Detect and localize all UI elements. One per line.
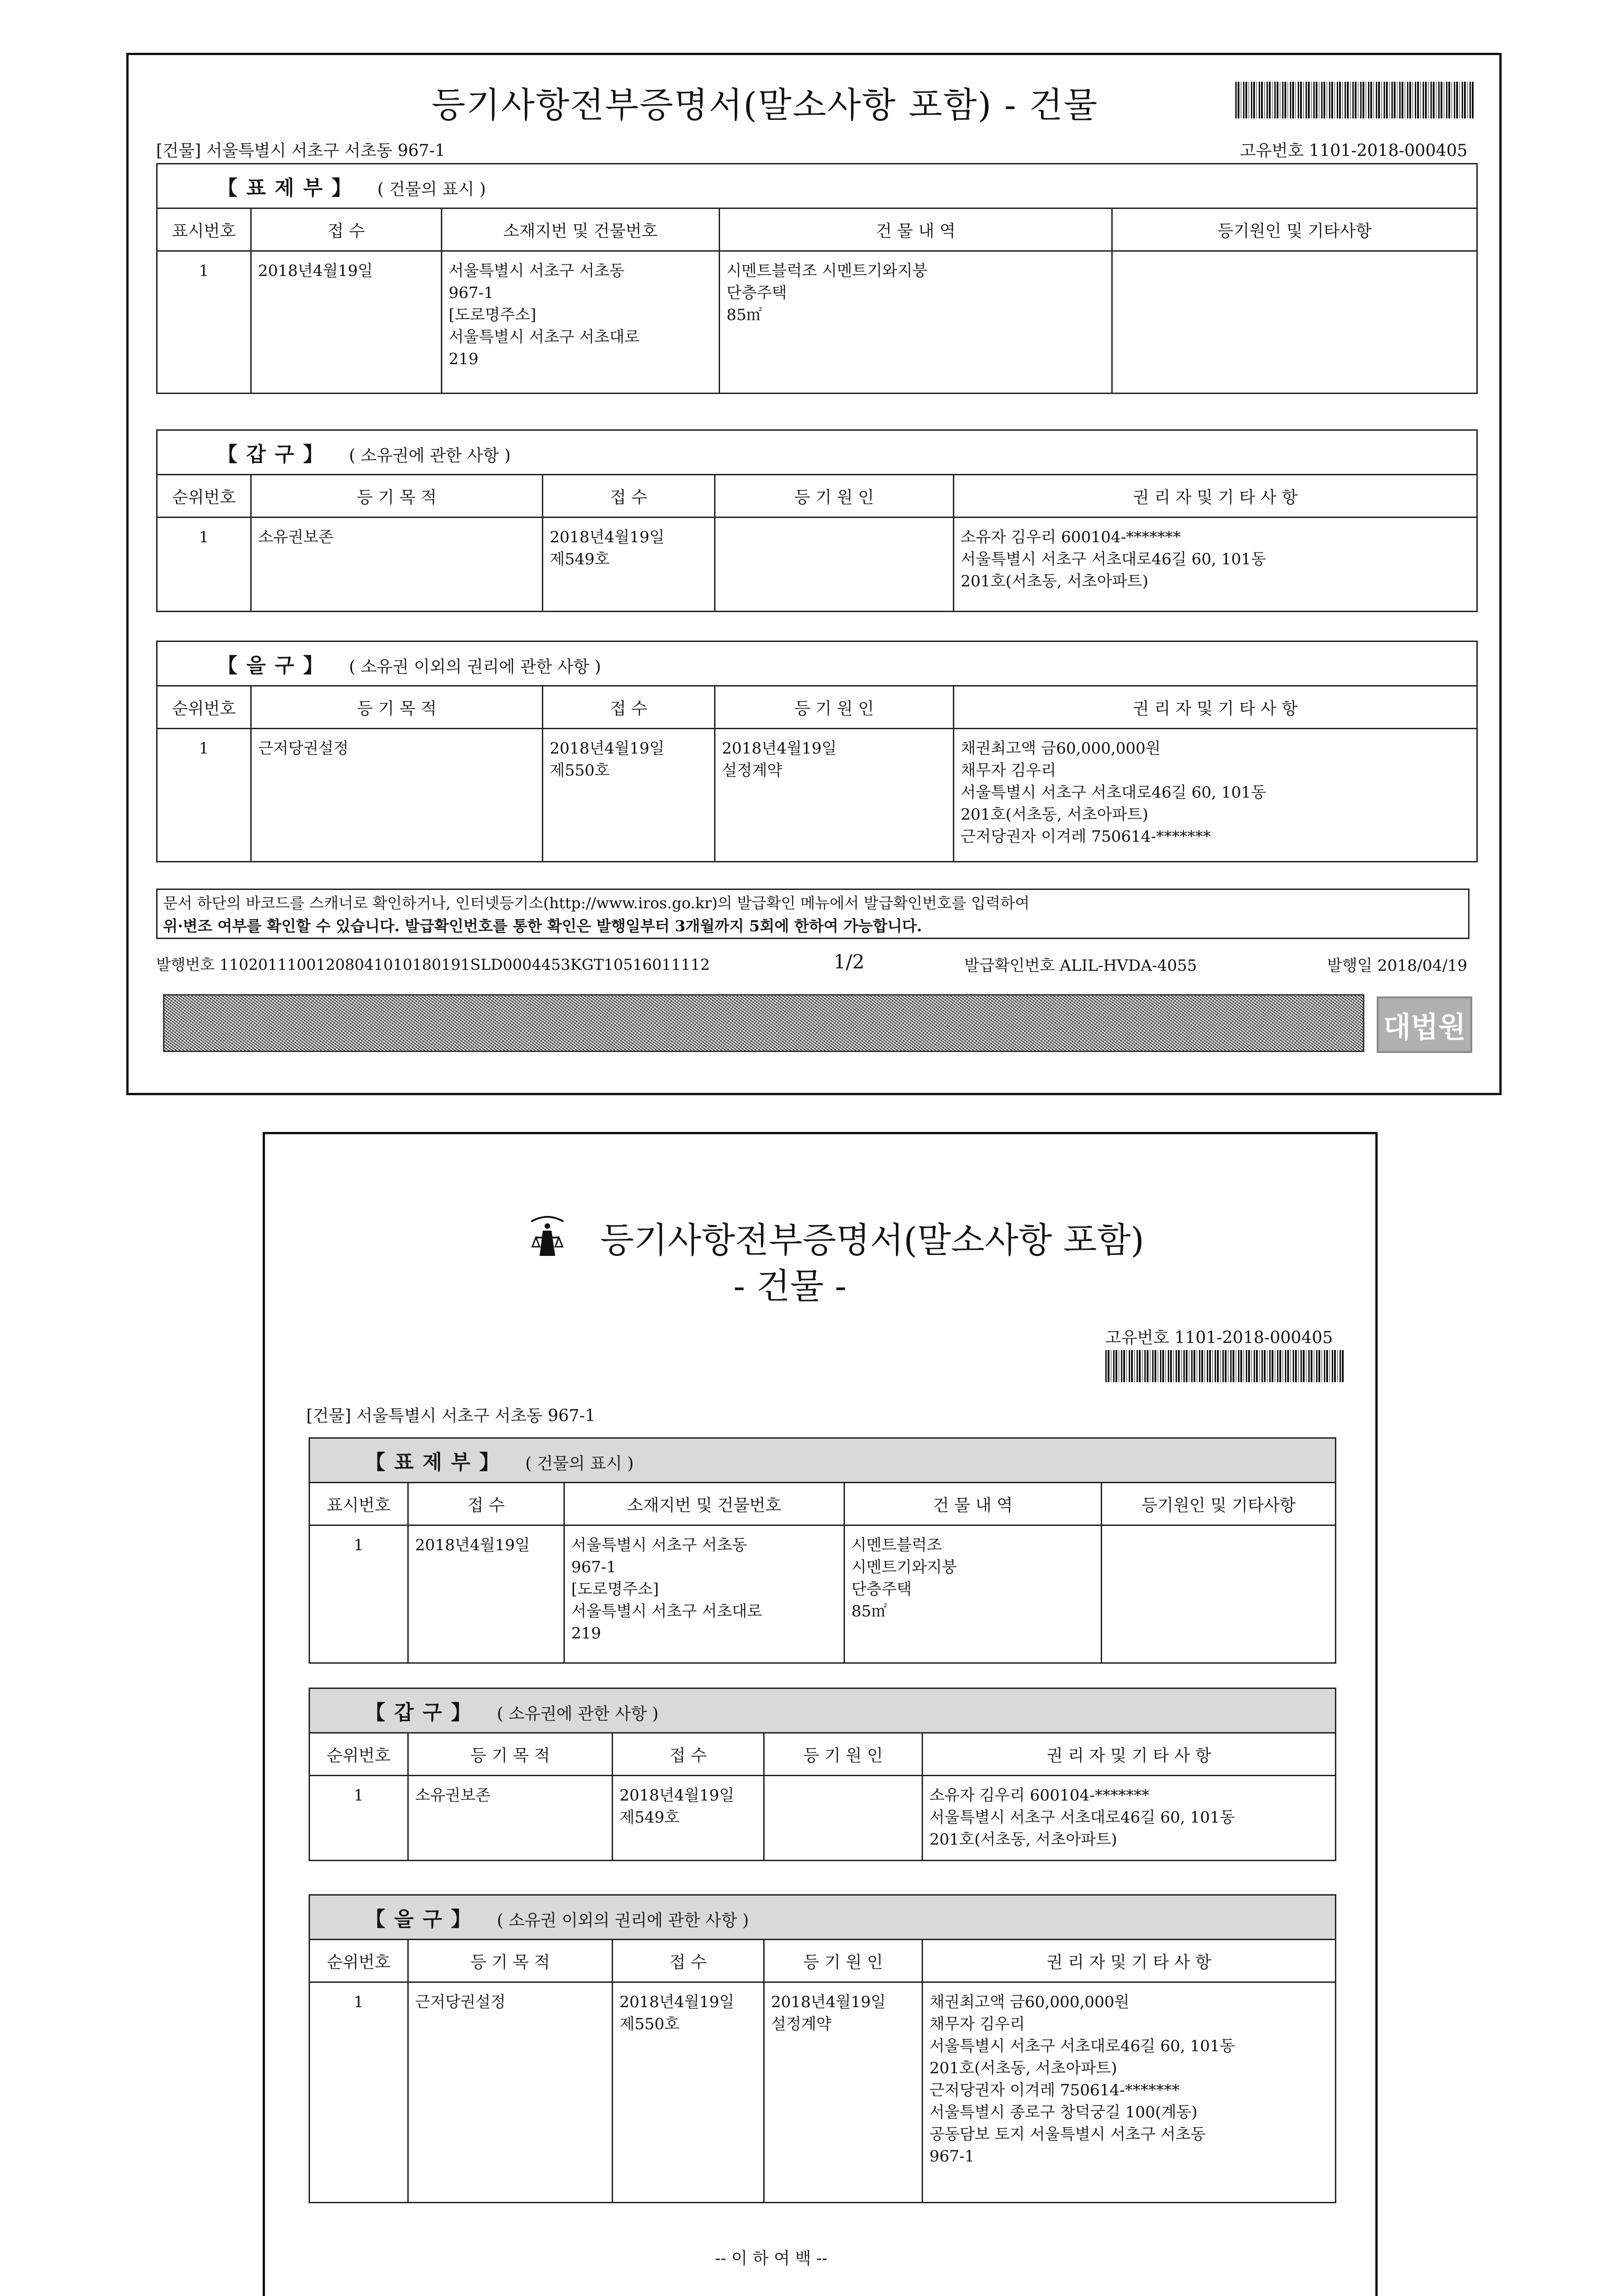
security-barcode-icon [163, 994, 1364, 1052]
doc1-section2-subtitle: ( 소유권에 관한 사항 ) [349, 446, 511, 465]
col-header: 등 기 원 인 [715, 686, 954, 729]
doc1-section1-title: 【 표 제 부 】 [217, 176, 353, 200]
notice-line: 위·변조 여부를 확인할 수 있습니다. 발급확인번호를 통한 확인은 발행일부터 3개월까지 5회에 한하여 가능합니다. [163, 917, 922, 935]
col-header: 등 기 목 적 [251, 475, 543, 518]
col-header: 등 기 목 적 [408, 1733, 613, 1776]
doc2-section1-title: 【 표 제 부 】 [365, 1451, 501, 1474]
doc2-section2-title: 【 갑 구 】 [365, 1701, 472, 1724]
location: 서울특별시 서초구 서초동 967-1 [도로명주소] 서울특별시 서초구 서초대로 219 [442, 251, 720, 394]
registration-purpose: 근저당권설정 [251, 729, 543, 862]
col-header: 등 기 원 인 [715, 475, 954, 518]
registration-cause [1112, 251, 1477, 394]
rank-number: 1 [310, 1982, 408, 2203]
doc1-unique-no: 고유번호 1101-2018-000405 [1240, 141, 1468, 160]
registration-cause: 2018년4월19일 설정계약 [764, 1982, 923, 2203]
registration-purpose: 소유권보존 [408, 1776, 613, 1861]
table-row [157, 518, 1477, 612]
col-header: 순위번호 [157, 475, 251, 518]
display-number: 1 [310, 1525, 408, 1663]
display-number: 1 [157, 251, 251, 394]
col-header: 권 리 자 및 기 타 사 항 [954, 475, 1477, 518]
col-header: 권 리 자 및 기 타 사 항 [954, 686, 1477, 729]
certificate-page-2 [263, 1132, 1378, 2296]
doc2-gap-section-table [309, 1688, 1336, 1861]
table-row [310, 1982, 1336, 2203]
doc1-eul-section-table [156, 641, 1478, 862]
col-header: 등 기 원 인 [764, 1733, 923, 1776]
location: 서울특별시 서초구 서초동 967-1 [도로명주소] 서울특별시 서초구 서초대로 219 [564, 1525, 844, 1663]
receipt: 2018년4월19일 제549호 [613, 1776, 764, 1861]
doc2-address: [건물] 서울특별시 서초구 서초동 967-1 [306, 1407, 596, 1425]
col-header: 등 기 원 인 [764, 1940, 923, 1982]
certificate-page-1 [126, 53, 1502, 1095]
doc2-section1-subtitle: ( 건물의 표시 ) [525, 1454, 634, 1473]
col-header: 표시번호 [157, 208, 251, 251]
doc1-title: 등기사항전부증명서(말소사항 포함) - 건물 [432, 84, 1098, 125]
doc1-section3-subtitle: ( 소유권 이외의 권리에 관한 사항 ) [349, 658, 601, 676]
doc2-title-section-table [309, 1437, 1336, 1664]
receipt: 2018년4월19일 제550호 [613, 1982, 764, 2203]
rank-number: 1 [310, 1776, 408, 1861]
registration-purpose: 소유권보존 [251, 518, 543, 612]
doc1-address: [건물] 서울특별시 서초구 서초동 967-1 [156, 141, 445, 160]
rights-holder: 소유자 김우리 600104-******* 서울특별시 서초구 서초대로46길 60, 101동 201호(서초동, 서초아파트) [923, 1776, 1336, 1861]
doc2-section3-subtitle: ( 소유권 이외의 권리에 관한 사항 ) [496, 1911, 749, 1930]
col-header: 접 수 [613, 1733, 764, 1776]
notice-line: 문서 하단의 바코드를 스캐너로 확인하거나, 인터넷등기소(http://www.iros.go.kr)의 발급확인 메뉴에서 발급확인번호를 입력하여 [163, 894, 1030, 912]
registration-cause [715, 518, 954, 612]
doc2-subtitle: - 건물 - [733, 1266, 847, 1306]
registration-cause [1102, 1525, 1336, 1663]
col-header: 접 수 [613, 1940, 764, 1982]
rank-number: 1 [157, 729, 251, 862]
rights-holder: 채권최고액 금60,000,000원 채무자 김우리 서울특별시 서초구 서초대로46길 60, 101동 201호(서초동, 서초아파트) 근저당권자 이겨레 750614-******* [954, 729, 1477, 862]
receipt-date: 2018년4월19일 [251, 251, 442, 394]
barcode-icon [1105, 1350, 1344, 1382]
table-row [310, 1776, 1336, 1861]
rank-number: 1 [157, 518, 251, 612]
doc1-notice [156, 889, 1469, 939]
col-header: 접 수 [543, 475, 715, 518]
doc1-section1-subtitle: ( 건물의 표시 ) [377, 180, 486, 199]
col-header: 권 리 자 및 기 타 사 항 [923, 1733, 1336, 1776]
col-header: 등 기 목 적 [408, 1940, 613, 1982]
col-header: 순위번호 [157, 686, 251, 729]
doc1-confirm-number: 발급확인번호 ALIL-HVDA-4055 [964, 957, 1197, 975]
doc2-section3-title: 【 을 구 】 [365, 1908, 472, 1931]
col-header: 순위번호 [310, 1733, 408, 1776]
table-row [310, 1525, 1336, 1663]
barcode-icon [1235, 82, 1474, 118]
col-header: 접 수 [543, 686, 715, 729]
col-header: 소재지번 및 건물번호 [442, 208, 720, 251]
col-header: 등기원인 및 기타사항 [1102, 1483, 1336, 1525]
registration-cause: 2018년4월19일 설정계약 [715, 729, 954, 862]
col-header: 등기원인 및 기타사항 [1112, 208, 1477, 251]
col-header: 접 수 [251, 208, 442, 251]
doc2-eul-section-table [309, 1894, 1336, 2203]
doc1-title-section-table [156, 163, 1478, 394]
doc2-section2-subtitle: ( 소유권에 관한 사항 ) [496, 1705, 659, 1723]
rights-holder: 소유자 김우리 600104-******* 서울특별시 서초구 서초대로46길 60, 101동 201호(서초동, 서초아파트) [954, 518, 1477, 612]
col-header: 권 리 자 및 기 타 사 항 [923, 1940, 1336, 1982]
col-header: 접 수 [408, 1483, 564, 1525]
col-header: 소재지번 및 건물번호 [564, 1483, 844, 1525]
col-header: 등 기 목 적 [251, 686, 543, 729]
col-header: 표시번호 [310, 1483, 408, 1525]
doc2-unique-no: 고유번호 1101-2018-000405 [1105, 1328, 1333, 1347]
doc1-section3-title: 【 을 구 】 [217, 654, 324, 677]
doc2-title: 등기사항전부증명서(말소사항 포함) [600, 1220, 1144, 1261]
registration-cause [764, 1776, 923, 1861]
doc1-issue-date: 발행일 2018/04/19 [1327, 957, 1468, 975]
receipt: 2018년4월19일 제549호 [543, 518, 715, 612]
doc1-page-number: 1/2 [833, 951, 865, 973]
receipt: 2018년4월19일 제550호 [543, 729, 715, 862]
col-header: 순위번호 [310, 1940, 408, 1982]
receipt-date: 2018년4월19일 [408, 1525, 564, 1663]
col-header: 건 물 내 역 [720, 208, 1112, 251]
col-header: 건 물 내 역 [844, 1483, 1102, 1525]
doc1-gap-section-table [156, 429, 1478, 612]
rights-holder: 채권최고액 금60,000,000원 채무자 김우리 서울특별시 서초구 서초대로46길 60, 101동 201호(서초동, 서초아파트) 근저당권자 이겨레 750614-******* 서울특별시 종로구 창덕궁길 100(계동) 공동담보 토지 서울특별시 서초구 서초동 967-1 [923, 1982, 1336, 2203]
court-emblem-icon [522, 1212, 573, 1263]
doc2-end-mark: -- 이 하 여 백 -- [715, 2249, 828, 2268]
table-row [157, 251, 1477, 394]
court-seal: 대법원 [1377, 996, 1472, 1053]
registration-purpose: 근저당권설정 [408, 1982, 613, 2203]
doc1-section2-title: 【 갑 구 】 [217, 443, 324, 466]
building-details: 시멘트블럭조 시멘트기와지붕 단층주택 85㎡ [844, 1525, 1102, 1663]
table-row [157, 729, 1477, 862]
doc1-issue-number: 발행번호 11020111001208041010180191SLD0004453KGT10516011112 [156, 956, 710, 974]
building-details: 시멘트블럭조 시멘트기와지붕 단층주택 85㎡ [720, 251, 1112, 394]
